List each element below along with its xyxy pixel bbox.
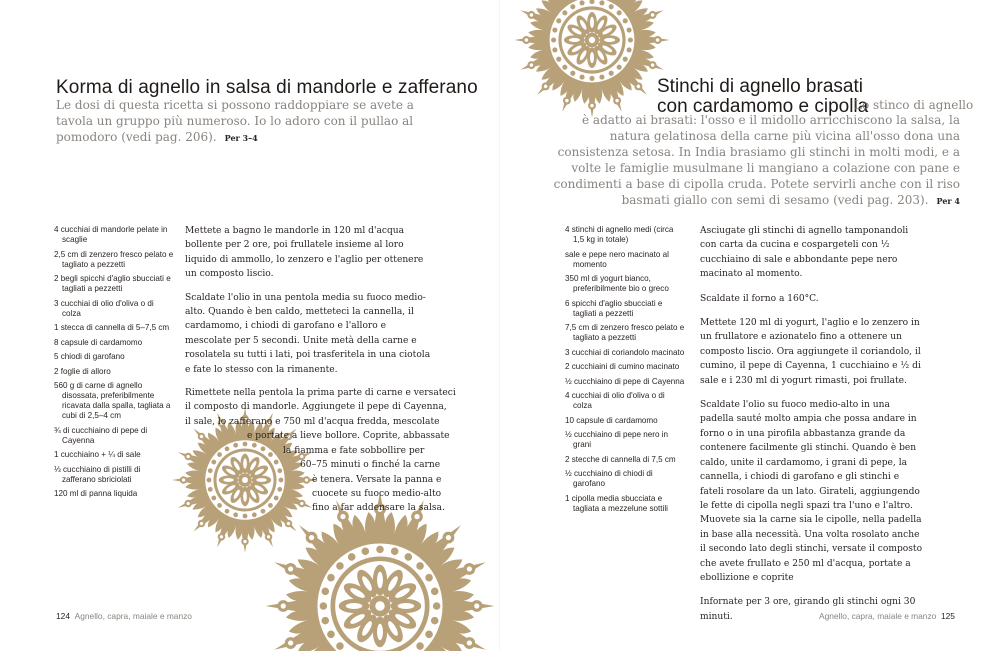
ingredient-item: sale e pepe nero macinato al momento	[565, 249, 669, 269]
serves-label: Per 4	[936, 196, 960, 206]
ingredient-list	[54, 225, 174, 504]
ingredient-item: 560 g di carne di agnello disossata, preferibilmente ricavata dalla spalla, tagliata a cubi di 2,5–4 cm	[54, 381, 171, 420]
ingredient-item: 4 cucchiai di mandorle pelate in scaglie	[54, 225, 168, 244]
ingredient-item: 10 capsule di cardamomo	[565, 415, 658, 425]
recipe-intro-continued	[550, 112, 960, 209]
page-number: 125	[940, 611, 955, 621]
ingredient-item: ⅓ cucchiaino di pistilli di zafferano sbriciolati	[54, 464, 141, 484]
recipe-intro	[56, 97, 436, 146]
ingredient-item: 2 cucchiaini di cumino macinato	[565, 362, 680, 371]
recipe-title: Korma di agnello in salsa di mandorle e zafferano	[56, 77, 478, 98]
serves-label: Per 3–4	[224, 133, 258, 143]
method-line: il composto di mandorle. Aggiungete il pepe di Cayenna,	[185, 402, 447, 413]
ingredient-item: 2 begli spicchi d'aglio sbucciati e tagliati a pezzetti	[54, 274, 171, 293]
recipe-title	[657, 77, 868, 117]
ingredient-list	[565, 225, 685, 518]
method-line: fino a far addensare la salsa.	[312, 503, 445, 514]
page-number: 124	[56, 611, 70, 621]
ingredient-item: 2,5 cm di zenzero fresco pelato e tagliato a pezzetti	[54, 249, 174, 269]
page-footer	[56, 611, 192, 621]
ingredient-item: 8 capsule di cardamomo	[54, 337, 143, 347]
title-line: con cardamomo e cipolla	[657, 96, 869, 117]
mandala-rosette-icon	[512, 0, 672, 120]
method-text	[185, 224, 456, 525]
method-paragraph: Infornate per 3 ore, girando gli stinchi ogni 30 minuti.	[700, 597, 916, 622]
method-paragraph: Scaldate l'olio in una pentola media su fuoco medio-alto. Quando è ben caldo, metteteci la cannella, il cardamomo, i chiodi di garofano e l'alloro e mescolate per 5 secondi. Unite metà della carne e rosolatela su tutti i lati, poi trasferitela in una ciotola e fate lo stesso con la rimanente.	[185, 292, 431, 375]
ingredient-item: 3 cucchiai di coriandolo macinato	[565, 347, 685, 357]
title-line: Stinchi di agnello brasati	[657, 76, 863, 97]
method-line: cuocete su fuoco medio-alto	[312, 488, 442, 499]
ingredient-item: 1 stecca di cannella di 5–7,5 cm	[54, 323, 170, 332]
ingredient-item: 1 cipolla media sbucciata e tagliata a mezzelune sottili	[565, 493, 668, 513]
method-line: è tenera. Versate la panna e	[312, 474, 442, 485]
method-paragraph: Mettete 120 ml di yogurt, l'aglio e lo zenzero in un frullatore e azionatelo fino a ottenere un composto liscio. Ora aggiungete il coriandolo, il cumino, il pepe di Cayenna, 1 cucchiaino e ½ di sale e i 230 ml di yogurt rimasti, poi frullate.	[700, 318, 921, 386]
ingredient-item: ¾ di cucchiaino di pepe di Cayenna	[54, 425, 148, 445]
intro-text: è adatto ai brasati: l'osso e il midollo arricchiscono la salsa, la natura gelatinosa della carne più vicina all'osso dona una consistenza setosa. In India brasiamo gli stinchi in molti modi, e a volte le famiglie musulmane li mangiano a colazione con pane e condimenti a base di cipolla cruda. Potete servirli anche con il riso basmati giallo con semi di sesamo (vedi pag. 203).	[553, 113, 960, 207]
ingredient-item: 2 foglie di alloro	[54, 366, 111, 376]
method-paragraph: Asciugate gli stinchi di agnello tamponandoli con carta da cucina e cospargeteli con ½ cucchiaino di sale e abbondante pepe nero macinato al momento.	[700, 226, 909, 280]
ingredient-item: 7,5 cm di zenzero fresco pelato e tagliato a pezzetti	[565, 323, 685, 342]
ingredient-item: 5 chiodi di garofano	[54, 352, 125, 361]
ingredient-item: 3 cucchiai di olio d'oliva o di colza	[54, 298, 154, 318]
recipe-intro: Lo stinco di agnello	[854, 98, 974, 112]
method-line: la fiamma e fate sobbollire per	[283, 445, 425, 456]
intro-text: Le dosi di questa ricetta si possono raddoppiare se avete a tavola un gruppo più numeroso. Io lo adoro con il pullao al pomodoro (vedi pag. 206).	[56, 98, 414, 144]
method-line: Rimettete nella pentola la prima parte di carne e versateci	[185, 388, 456, 399]
right-page	[500, 0, 1000, 651]
method-paragraph: Mettete a bagno le mandorle in 120 ml d'acqua bollente per 2 ore, poi frullatele insieme al loro liquido di ammollo, lo zenzero e l'aglio per ottenere un composto liscio.	[185, 226, 424, 280]
ingredient-item: 2 stecche di cannella di 7,5 cm	[565, 454, 676, 464]
ingredient-item: 4 stinchi di agnello medi (circa 1,5 kg in totale)	[565, 225, 674, 244]
section-name: Agnello, capra, maiale e manzo	[819, 611, 937, 621]
ingredient-item: 6 spicchi d'aglio sbucciati e tagliati a pezzetti	[565, 298, 663, 318]
method-line: e portate a lieve bollore. Coprite, abbassate	[247, 431, 450, 442]
ingredient-item: 1 cucchiaino + ¼ di sale	[54, 450, 141, 459]
method-text	[700, 224, 925, 634]
method-paragraph	[185, 386, 456, 516]
method-line: 60–75 minuti o finché la carne	[300, 460, 441, 471]
ingredient-item: ½ cucchiaino di pepe nero in grani	[565, 430, 669, 449]
ingredient-item: ½ cucchiaino di pepe di Cayenna	[565, 376, 685, 386]
section-name: Agnello, capra, maiale e manzo	[74, 611, 192, 621]
method-paragraph: Scaldate il forno a 160°C.	[700, 293, 819, 304]
ingredient-item: 120 ml di panna liquida	[54, 489, 138, 498]
method-line: il sale, lo zafferano e 750 ml d'acqua fredda, mescolate	[185, 416, 440, 427]
ingredient-item: 4 cucchiai di olio d'oliva o di colza	[565, 391, 665, 410]
ingredient-item: 350 ml di yogurt bianco, preferibilmente bio o greco	[565, 274, 669, 293]
method-paragraph: Scaldate l'olio su fuoco medio-alto in una padella sauté molto ampia che possa andare in forno o in una pirofila abbastanza grande da contenere facilmente gli stinchi. Quando è ben caldo, unite il cardamomo, i grani di pepe, la cannella, i chiodi di garofano e gli stinchi e fateli rosolare da un lato. Girateli, aggiungendo le fette di cipolla negli spazi tra l'uno e l'altro. Muovete sia la carne sia le cipolle, nella padella in base alla necessità. Una volta rosolato anche il secondo lato degli stinchi, versate il composto che avete frullato e 250 ml d'acqua, portate a ebollizione e coprite	[700, 400, 923, 583]
page-footer	[819, 611, 955, 621]
ingredient-item: ½ cucchiaino di chiodi di garofano	[565, 469, 653, 488]
